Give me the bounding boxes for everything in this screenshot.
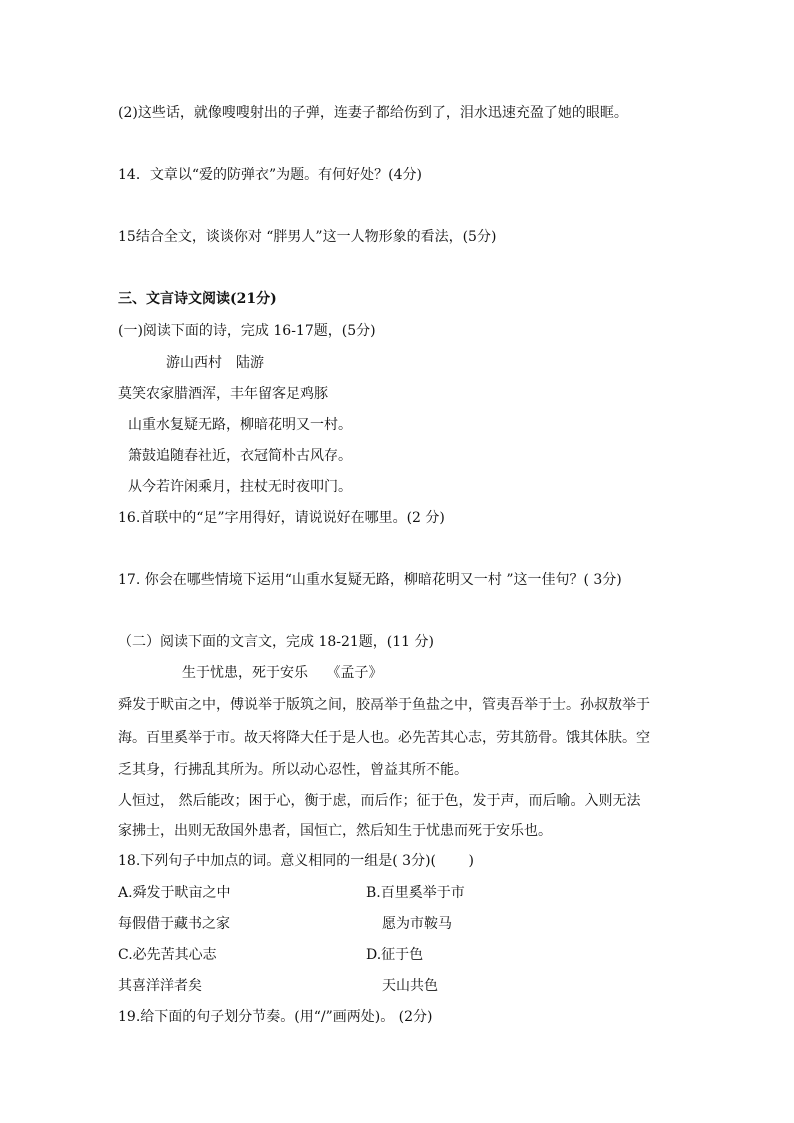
question-18: 18.下列句子中加点的词。意义相同的一组是( 3分)( ) <box>118 853 474 869</box>
question-15: 15结合全文，谈谈你对 “胖男人”这一人物形象的看法，(5分) <box>118 229 497 245</box>
prose-line-4: 人恒过， 然后能改；困于心，衡于虑，而后作；征于色，发于声，而后喻。入则无法 <box>118 793 641 809</box>
option-b-pair: 愿为市鞍马 <box>382 916 452 932</box>
poem-line-1: 莫笑农家腊酒浑，丰年留客足鸡豚 <box>118 386 328 402</box>
option-b: B.百里奚举于市 <box>366 885 465 901</box>
poem-title: 游山西村 陆游 <box>166 355 264 371</box>
prose-line-2: 海。百里奚举于市。故天将降大任于是人也。必先苦其心志，劳其筋骨。饿其体肤。空 <box>118 730 650 746</box>
poem-line-4: 从今若许闲乘月，拄杖无时夜叩门。 <box>128 479 352 495</box>
prose-line-1: 舜发于畎亩之中，傅说举于版筑之间，胶鬲举于鱼盐之中，管夷吾举于士。孙叔敖举于 <box>118 697 650 713</box>
question-16: 16.首联中的“足”字用得好，请说说好在哪里。(2 分) <box>118 510 445 526</box>
prose-line-3: 乏其身，行拂乱其所为。所以动心忍性，曾益其所不能。 <box>118 762 468 778</box>
option-a-pair: 每假借于藏书之家 <box>118 916 230 932</box>
question-13-part-2: (2)这些话，就像嗖嗖射出的子弹，连妻子都给伤到了，泪水迅速充盈了她的眼眶。 <box>118 105 628 121</box>
option-a: A.舜发于畎亩之中 <box>118 885 231 901</box>
prose-instruction: （二）阅读下面的文言文，完成 18-21题，(11 分) <box>118 634 434 650</box>
question-19: 19.给下面的句子划分节奏。(用“/”画两处)。 (2分) <box>118 1009 433 1025</box>
question-17: 17. 你会在哪些情境下运用“山重水复疑无路，柳暗花明又一村 ”这一佳句？( 3分) <box>118 572 622 588</box>
question-14: 14．文章以“爱的防弹衣”为题。有何好处？(4分) <box>118 167 422 183</box>
poem-instruction: (一)阅读下面的诗，完成 16-17题，(5分) <box>118 323 376 339</box>
option-d: D.征于色 <box>366 947 424 963</box>
prose-line-5: 家拂士，出则无敌国外患者，国恒亡，然后知生于忧患而死于安乐也。 <box>118 823 552 839</box>
option-c: C.必先苦其心志 <box>118 947 217 963</box>
prose-title: 生于忧患，死于安乐 《孟子》 <box>182 665 383 681</box>
poem-line-2: 山重水复疑无路，柳暗花明又一村。 <box>128 417 352 433</box>
option-d-pair: 天山共色 <box>382 978 438 994</box>
option-c-pair: 其喜洋洋者矣 <box>118 978 202 994</box>
poem-line-3: 箫鼓追随春社近，衣冠简朴古风存。 <box>128 448 352 464</box>
section-three-heading: 三、文言诗文阅读(21分) <box>118 291 277 307</box>
